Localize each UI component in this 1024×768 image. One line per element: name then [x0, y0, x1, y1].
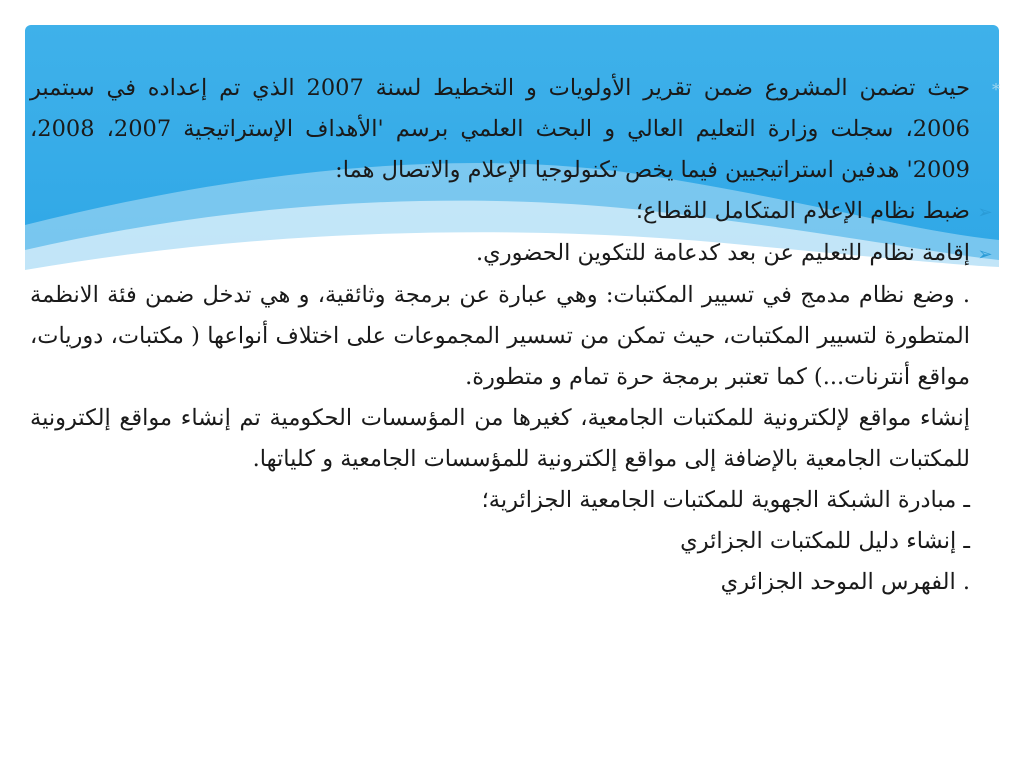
- paragraph-integrated-system: . وضع نظام مدمج في تسيير المكتبات: وهي عبارة عن برمجة وثائقية، و هي تدخل ضمن فئة الانظمة المتطورة لتسيير المكتبات، حيث تمكن من تسسير المجموعات على اختلاف أنواعها ( مكتبات، دوريات، مواقع أنترنات...) كما تعتبر برمجة حرة تمام و متطورة.: [30, 282, 970, 390]
- arrow-bullet-icon: ➢: [977, 202, 993, 223]
- intro-paragraph: [30, 68, 1000, 191]
- goal-text: إقامة نظام للتعليم عن بعد كدعامة للتكوين الحضوري.: [475, 240, 970, 266]
- list-item: . الفهرس الموحد الجزائري: [720, 569, 970, 595]
- intro-text: حيث تضمن المشروع ضمن تقرير الأولويات و التخطيط لسنة 2007 الذي تم إعداده في سبتمبر 2006، سجلت وزارة التعليم العالي و البحث العلمي برسم 'الأهداف الإستراتيجية 2007، 2008، 2009' هدفين استراتيجيين فيما يخص تكنولوجيا الإعلام والاتصال هما:: [30, 75, 970, 183]
- slide-content: [30, 68, 1000, 603]
- goal-text: ضبط نظام الإعلام المتكامل للقطاع؛: [635, 198, 970, 224]
- list-item: ـ مبادرة الشبكة الجهوية للمكتبات الجامعية الجزائرية؛: [481, 487, 970, 513]
- list-item: ـ إنشاء دليل للمكتبات الجزائري: [680, 528, 970, 554]
- paragraph-websites: إنشاء مواقع لإلكترونية للمكتبات الجامعية، كغيرها من المؤسسات الحكومية تم إنشاء مواقع إلكترونية للمكتبات الجامعية بالإضافة إلى مواقع إلكترونية للمؤسسات الجامعية و كلياتها.: [30, 405, 970, 472]
- arrow-bullet-icon: ➢: [977, 244, 993, 265]
- star-bullet-icon: *: [992, 80, 1000, 99]
- goal-item: [30, 233, 993, 275]
- goal-item: [30, 191, 993, 233]
